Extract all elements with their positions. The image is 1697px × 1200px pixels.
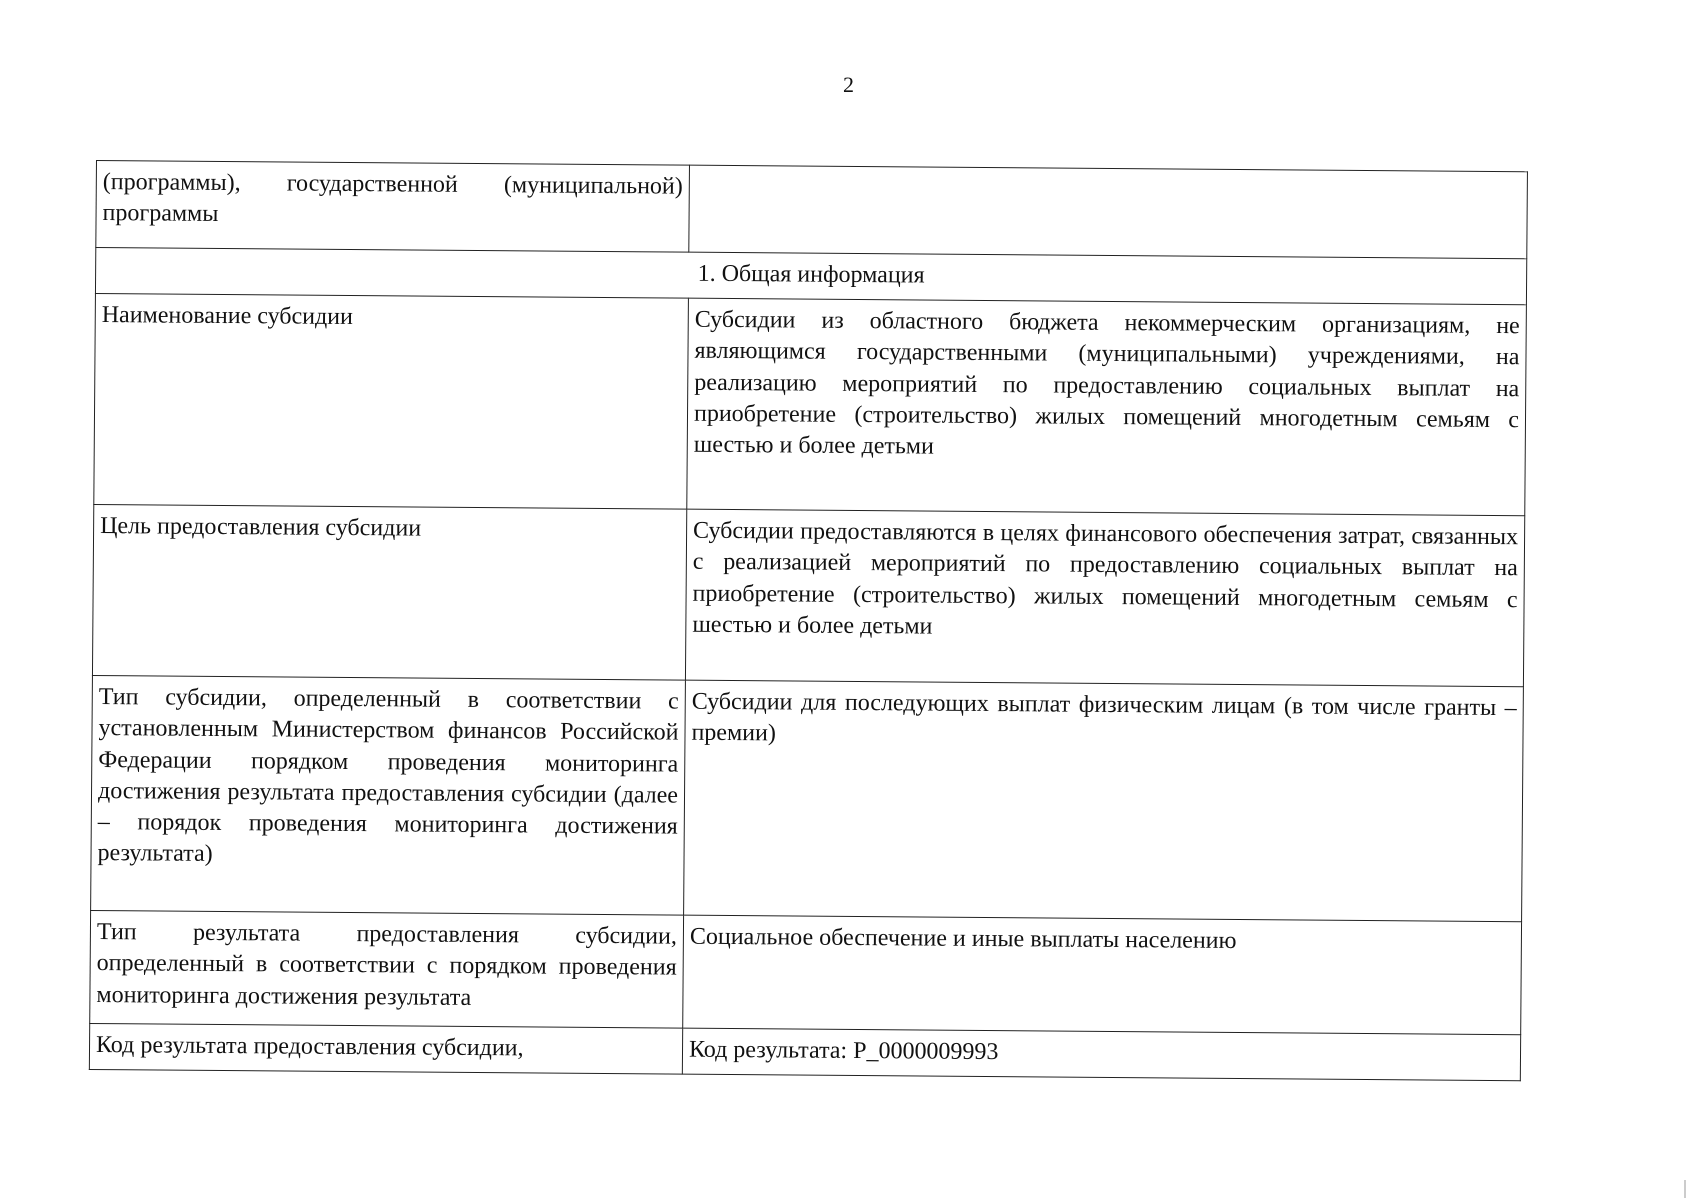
table-row (89, 1024, 1520, 1081)
page-number: 2 (843, 72, 854, 97)
table-cell-label: Цель предоставления субсидии (92, 505, 686, 681)
table-row (92, 505, 1524, 687)
scan-edge-mark (1684, 1180, 1686, 1198)
table-row (90, 911, 1522, 1035)
table-cell-value: Код результата: P_0000009993 (682, 1028, 1520, 1081)
table-row (91, 676, 1524, 922)
table-cell-label: Наименование субсидии (94, 294, 689, 510)
table-cell-label: Код результата предоставления субсидии, (89, 1024, 682, 1075)
section-title: 1. Общая информация (95, 248, 1526, 305)
table-cell-label: Тип субсидии, определенный в соответствии с установленным Министерством финансов Российской Федерации порядком проведения мониторинга достижения результата предоставления субсидии (далее – порядок проведения мониторинга достижения результата) (91, 676, 686, 916)
table-cell-label: Тип результата предоставления субсидии, определенный в соответствии с порядком проведения мониторинга достижения результата (90, 911, 684, 1029)
table-cell-value (689, 165, 1528, 259)
table-cell-value: Субсидии для последующих выплат физическим лицам (в том числе гранты – премии) (684, 680, 1524, 922)
table-cell-label: (программы), государственной (муниципальной) программы (96, 161, 690, 253)
table-cell-value: Социальное обеспечение и иные выплаты населению (683, 915, 1522, 1035)
table-cell-value: Субсидии из областного бюджета некоммерческим организациям, не являющимся государственными (муниципальными) учреждениями, на реализацию мероприятий по предоставлению социальных выплат на приобретение (строительство) жилых помещений многодетным семьям с шестью и более детьми (687, 298, 1527, 516)
subsidy-info-table (89, 160, 1528, 1082)
table-row (94, 294, 1527, 516)
table-row (96, 161, 1528, 259)
table-cell-value: Субсидии предоставляются в целях финансового обеспечения затрат, связанных с реализацией мероприятий по предоставлению социальных выплат на приобретение (строительство) жилых помещений многодетным семьям с шестью и более детьми (685, 509, 1524, 687)
